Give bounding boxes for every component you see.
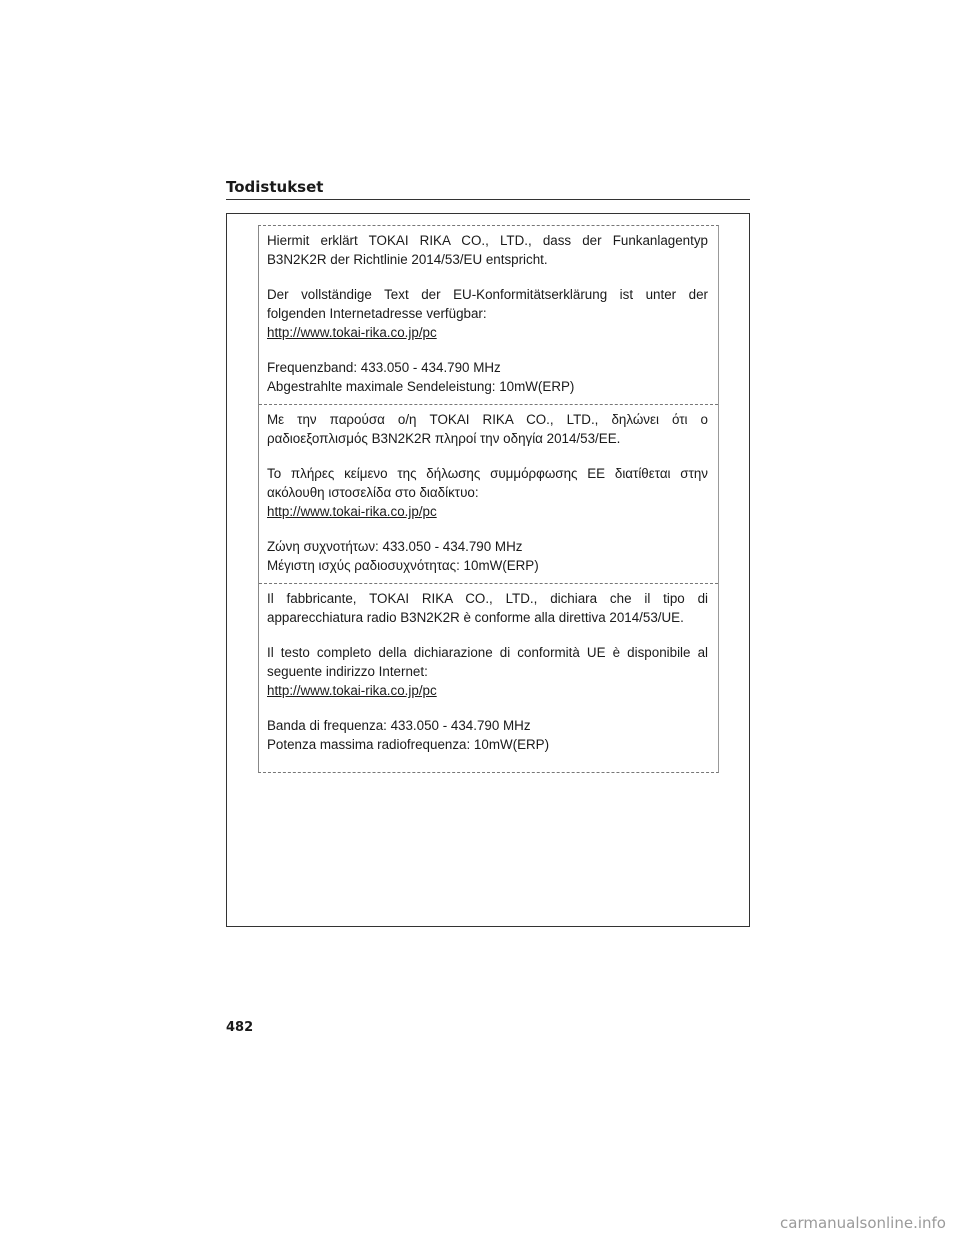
greek-specs xyxy=(267,537,708,575)
german-full-text: Der vollständige Text der EU-Konformitätserklärung ist unter der folgenden Internetadresse verfügbar: xyxy=(267,287,708,321)
section-title: Todistukset xyxy=(226,178,324,196)
declaration-italian xyxy=(259,584,718,772)
german-intro: Hiermit erklärt TOKAI RIKA CO., LTD., dass der Funkanlagentyp B3N2K2R der Richtlinie 2014/53/EU entspricht. xyxy=(267,233,708,267)
greek-frequency: Ζώνη συχνοτήτων: 433.050 - 434.790 MHz xyxy=(267,539,523,554)
german-full-text-notice xyxy=(267,285,708,342)
declaration-greek xyxy=(259,405,718,584)
greek-full-text: Το πλήρες κείμενο της δήλωσης συμμόρφωσης ΕΕ διατίθεται στην ακόλουθη ιστοσελίδα στο διαδίκτυο: xyxy=(267,466,708,500)
italian-power: Potenza massima radiofrequenza: 10mW(ERP) xyxy=(267,737,550,752)
italian-full-text-notice xyxy=(267,643,708,700)
german-power: Abgestrahlte maximale Sendeleistung: 10mW(ERP) xyxy=(267,379,575,394)
german-url-link[interactable]: http://www.tokai-rika.co.jp/pc xyxy=(267,325,437,340)
page-number: 482 xyxy=(226,1020,254,1035)
greek-intro: Με την παρούσα ο/η TOKAI RIKA CO., LTD., δηλώνει ότι ο ραδιοεξοπλισμός B3N2K2R πληροί την οδηγία 2014/53/ΕΕ. xyxy=(267,412,708,446)
watermark: carmanualsonline.info xyxy=(780,1214,946,1232)
greek-power: Μέγιστη ισχύς ραδιοσυχνότητας: 10mW(ERP) xyxy=(267,558,539,573)
greek-full-text-notice xyxy=(267,464,708,521)
italian-full-text: Il testo completo della dichiarazione di conformità UE è disponibile al seguente indirizzo Internet: xyxy=(267,645,708,679)
declaration-german xyxy=(259,226,718,405)
italian-url-link[interactable]: http://www.tokai-rika.co.jp/pc xyxy=(267,683,437,698)
greek-url-link[interactable]: http://www.tokai-rika.co.jp/pc xyxy=(267,504,437,519)
german-frequency: Frequenzband: 433.050 - 434.790 MHz xyxy=(267,360,501,375)
italian-specs xyxy=(267,716,708,754)
german-specs xyxy=(267,358,708,396)
italian-intro: Il fabbricante, TOKAI RIKA CO., LTD., dichiara che il tipo di apparecchiatura radio B3N2K2R è conforme alla direttiva 2014/53/UE. xyxy=(267,591,708,625)
declaration-box xyxy=(258,225,719,773)
italian-frequency: Banda di frequenza: 433.050 - 434.790 MHz xyxy=(267,718,531,733)
title-divider xyxy=(226,199,750,200)
